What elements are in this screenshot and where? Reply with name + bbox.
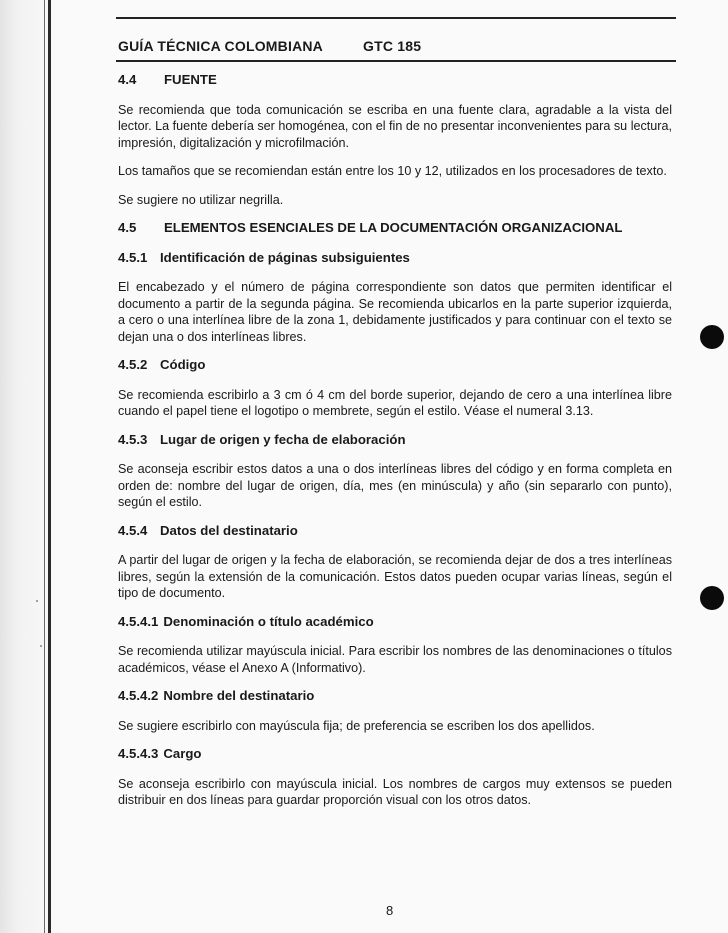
paragraph: Se sugiere escribirlo con mayúscula fija; de preferencia se escriben los dos apellidos. [118,718,595,733]
section-number: 4.5 [118,220,137,235]
section-title: ELEMENTOS ESENCIALES DE LA DOCUMENTACIÓN ORGANIZACIONAL [164,220,623,235]
scan-speck [40,645,42,647]
page-number: 8 [386,903,394,918]
section-number: 4.5.3 [118,431,148,447]
subsubsection-heading [118,746,672,763]
paragraph: Se recomienda que toda comunicación se escriba en una fuente clara, agradable a la vista del lector. La fuente debería ser homogénea, con el fin de no presentar inconvenientes para su lectura, impresión, digitalización y microfilmación. [118,102,672,150]
subsection-heading [118,523,672,540]
header-code: GTC 185 [363,38,422,54]
paragraph: Los tamaños que se recomiendan están entre los 10 y 12, utilizados en los procesadores de texto. [118,164,667,178]
section-title: Lugar de origen y fecha de elaboración [160,431,406,447]
section-title: FUENTE [164,72,217,87]
header-rule-bottom [116,60,676,62]
section-number: 4.4 [118,72,137,87]
section-number: 4.5.4.1 [118,613,159,629]
subsection-heading [118,432,672,449]
section-title: Identificación de páginas subsiguientes [160,249,410,265]
section-heading [118,220,672,237]
scan-speck [36,600,38,602]
subsubsection-heading [118,688,672,705]
section-number: 4.5.4.3 [118,746,159,761]
section-title: Denominación o título académico [163,613,374,629]
section-title: Cargo [163,746,202,761]
section-heading [118,72,672,89]
scan-binding-line [48,0,51,933]
section-title: Código [160,357,206,372]
document-body [118,72,672,809]
subsection-heading [118,250,672,267]
section-title: Nombre del destinatario [163,688,315,703]
header-rule-top [116,17,676,19]
subsubsection-heading [118,614,672,631]
paragraph: Se sugiere no utilizar negrilla. [118,192,284,207]
header-title: GUÍA TÉCNICA COLOMBIANA [118,38,323,54]
section-number: 4.5.1 [118,249,148,265]
paragraph: Se recomienda utilizar mayúscula inicial. Para escribir los nombres de las denominaciones o títulos académicos, véase el Anexo A (Informativo). [118,644,672,675]
subsection-heading [118,357,672,374]
section-number: 4.5.4 [118,522,148,538]
page-header [118,38,422,54]
scan-binding-shadow [0,0,62,933]
paragraph: Se aconseja escribir estos datos a una o dos interlíneas libres del código y en forma completa en orden de: nombre del lugar de origen, día, mes (en minúscula) y año (sin separarlo con punto), según el estilo. [118,462,672,509]
punch-hole [700,586,724,610]
paragraph: El encabezado y el número de página correspondiente son datos que permiten identificar el documento a partir de la segunda página. Se recomienda ubicarlos en la parte superior izquierda, a cero o una interlínea libre de la zona 1, debidamente justificados y para continuar con el texto se dejan una o dos interlíneas libres. [118,280,672,344]
section-number: 4.5.4.2 [118,688,159,703]
paragraph: Se aconseja escribirlo con mayúscula inicial. Los nombres de cargos muy extensos se pueden distribuir en dos líneas para guardar proporción visual con los otros datos. [118,776,672,807]
punch-hole [700,325,724,349]
section-title: Datos del destinatario [160,522,298,538]
paragraph: A partir del lugar de origen y la fecha de elaboración, se recomienda dejar de dos a tres interlíneas libres, según la extensión de la comunicación. Estos datos pueden ocupar varias líneas, según el tipo de documento. [118,553,672,600]
paragraph: Se recomienda escribirlo a 3 cm ó 4 cm del borde superior, dejando de cero a una interlínea libre cuando el papel tiene el logotipo o membrete, según el estilo. Véase el numeral 3.13. [118,387,672,418]
section-number: 4.5.2 [118,357,148,372]
scan-binding-edge [44,0,45,933]
